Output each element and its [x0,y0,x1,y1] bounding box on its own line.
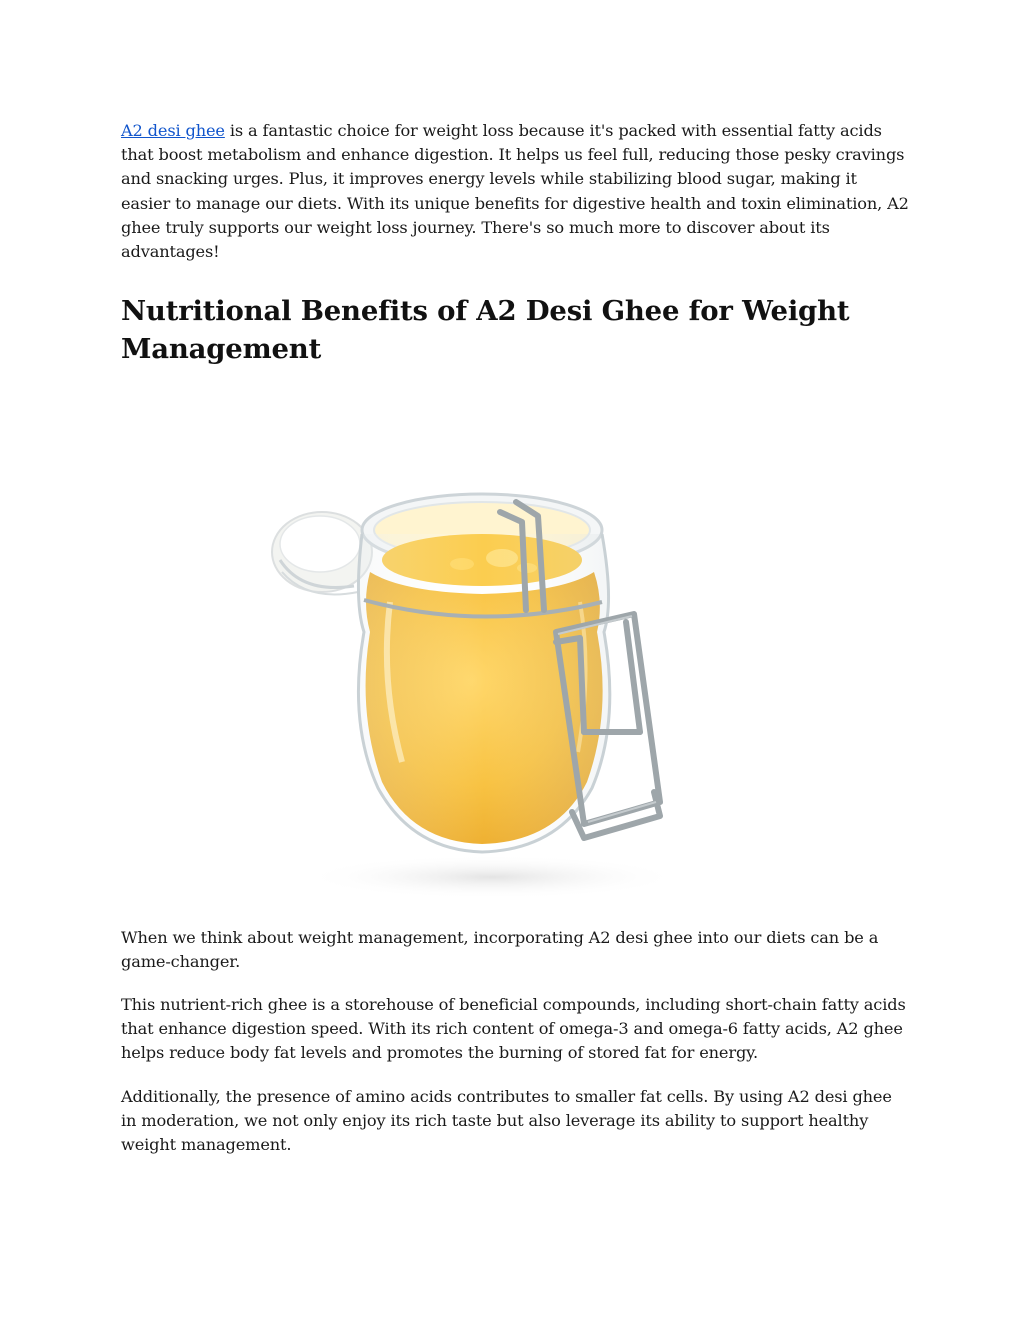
intro-paragraph [121,119,911,264]
ghee-jar-image [262,482,702,902]
body-paragraph-3: Additionally, the presence of amino acids contributes to smaller fat cells. By using A2 desi ghee in moderation, we not only enjoy its rich taste but also leverage its ability to support healthy weight management. [121,1087,892,1155]
glass-jar [358,494,609,852]
shadow [302,855,682,899]
a2-desi-ghee-link[interactable]: A2 desi ghee [121,121,225,140]
section-heading: Nutritional Benefits of A2 Desi Ghee for Weight Management [121,295,850,365]
body-paragraph-2: This nutrient-rich ghee is a storehouse of beneficial compounds, including short-chain fatty acids that enhance digestion speed. With its rich content of omega-3 and omega-6 fatty acids, A2 ghee helps reduce body fat levels and promotes the burning of stored fat for energy. [121,995,906,1063]
body-paragraph-1: When we think about weight management, incorporating A2 desi ghee into our diets can be a game-changer. [121,928,879,972]
glass-jar-of-ghee-icon [262,482,702,902]
intro-text: is a fantastic choice for weight loss because it's packed with essential fatty acids that boost metabolism and enhance digestion. It helps us feel full, reducing those pesky cravings and snacking urges. Plus, it improves energy levels while stabilizing blood sugar, making it easier to manage our diets. With its unique benefits for digestive health and toxin elimination, A2 ghee truly supports our weight loss journey. There's so much more to discover about its advantages! [121,121,909,262]
